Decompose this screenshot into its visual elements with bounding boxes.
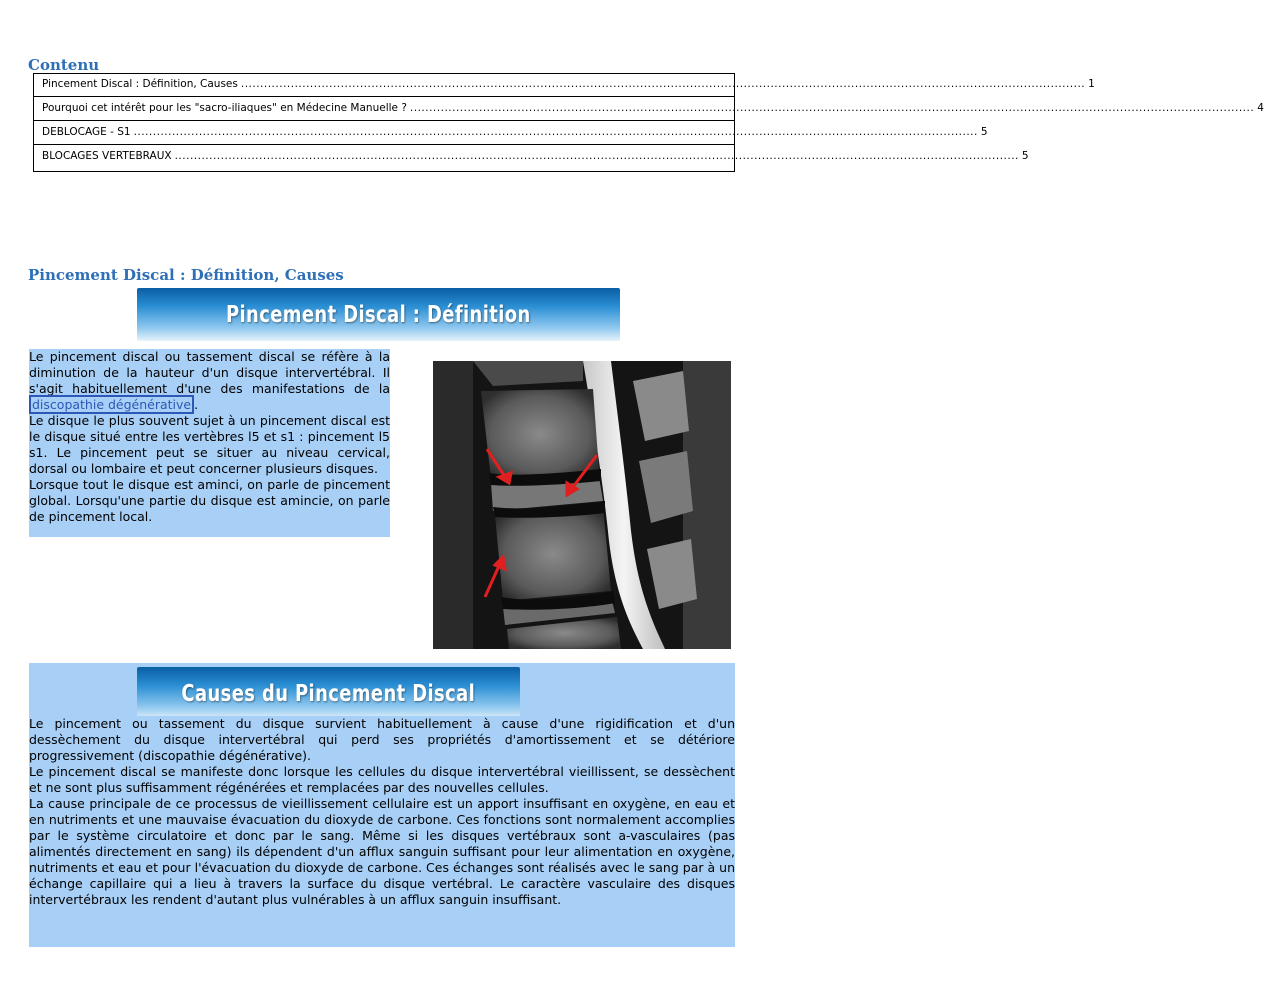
toc-entry-deblocage[interactable] — [42, 124, 988, 140]
definition-text-part1: Le pincement discal ou tassement discal se réfère à la diminution de la hauteur d'un disque intervertébral. Il s'agit habituellement d'une des manifestations de la — [29, 349, 390, 396]
toc-entry-title: DEBLOCAGE - S1 — [42, 126, 131, 138]
toc-entry-page: 4 — [1257, 102, 1264, 114]
toc-divider — [34, 96, 734, 97]
causes-banner — [137, 667, 520, 720]
toc-entry-page: 1 — [1088, 78, 1095, 90]
toc-divider — [34, 120, 734, 121]
toc-entry-pincement[interactable] — [42, 76, 1095, 92]
toc-entry-title: Pourquoi cet intérêt pour les "sacro-iliaques" en Médecine Manuelle ? — [42, 102, 407, 114]
toc-leader: ............................................................................................................................................................................................................................ — [133, 126, 978, 138]
toc-leader: ............................................................................................................................................................................................................................ — [240, 78, 1086, 90]
toc-entry-sacro-iliaques[interactable] — [42, 100, 1264, 116]
toc-entry-title: BLOCAGES VERTEBRAUX — [42, 150, 172, 162]
toc-leader: ............................................................................................................................................................................................................................ — [409, 102, 1255, 114]
definition-text-p3: Lorsque tout le disque est aminci, on parle de pincement global. Lorsqu'une partie du disque est amincie, on parle de pincement local. — [29, 477, 390, 524]
definition-text-part2: . — [194, 397, 199, 412]
definition-banner-title: Pincement Discal : Définition — [226, 301, 531, 328]
toc-entry-title: Pincement Discal : Définition, Causes — [42, 78, 238, 90]
mri-spine-image — [433, 361, 731, 649]
definition-text-p2: Le disque le plus souvent sujet à un pincement discal est le disque situé entre les vertèbres l5 et s1 : pincement l5 s1. Le pincement peut se situer au niveau cervical, dorsal ou lombaire et peut concerner plusieurs disques. — [29, 413, 390, 476]
definition-banner — [137, 288, 620, 341]
toc-entry-page: 5 — [980, 126, 988, 138]
definition-text — [29, 349, 390, 537]
causes-banner-title: Causes du Pincement Discal — [181, 680, 476, 707]
discopathie-link[interactable]: discopathie dégénérative — [29, 395, 194, 414]
causes-text-p1: Le pincement ou tassement du disque survient habituellement à cause d'une rigidification et d'un dessèchement du disque intervertébral qui perd ses propriétés d'amortissement et se détériore progressivement (discopathie dégénérative). — [29, 716, 735, 763]
toc-entry-page: 5 — [1021, 150, 1029, 162]
toc-entry-blocages[interactable] — [42, 148, 1029, 164]
causes-text-p3: La cause principale de ce processus de vieillissement cellulaire est un apport insuffisant en oxygène, en eau et en nutriments et une mauvaise évacuation du dioxyde de carbone. Ces fonctions sont normalement accomplies par le système circulatoire et donc par le sang. Même si les disques vertébraux sont a-vasculaires (pas alimentés directement en sang) ils dépendent d'un afflux sanguin suffisant pour leur alimentation en oxygène, nutriments et eau et pour l'évacuation du dioxyde de carbone. Ces échanges sont réalisés avec le sang par à un échange capillaire qui a lieu à travers la surface du disque vertébral. Le caractère vasculaire des disques intervertébraux les rendent d'autant plus vulnérables à un afflux sanguin insuffisant. — [29, 796, 735, 907]
toc-leader: ............................................................................................................................................................................................................................ — [174, 150, 1019, 162]
toc-divider — [34, 144, 734, 145]
toc-heading: Contenu — [28, 56, 100, 74]
section-heading: Pincement Discal : Définition, Causes — [28, 266, 344, 284]
causes-text-p2: Le pincement discal se manifeste donc lorsque les cellules du disque intervertébral vieillissent, se dessèchent et ne sont plus suffisamment régénérées et remplacées par des nouvelles cellules. — [29, 764, 735, 795]
table-of-contents — [33, 73, 1264, 172]
causes-text — [29, 716, 735, 908]
